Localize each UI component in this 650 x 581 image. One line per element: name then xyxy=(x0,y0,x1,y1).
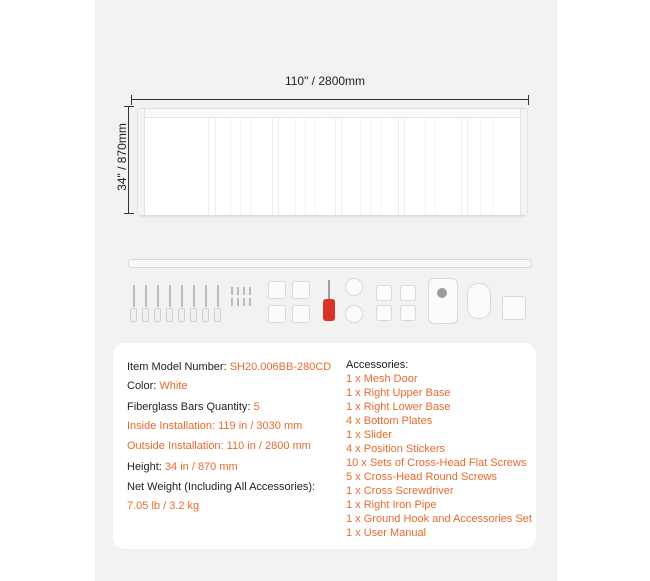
width-dimension-label: 110" / 2800mm xyxy=(284,74,366,88)
height-label: Height: xyxy=(127,461,165,473)
accessory-item: 1 x Right Lower Base xyxy=(346,401,451,413)
accessory-item: 4 x Position Stickers xyxy=(346,443,446,455)
height-value: 34 in / 870 mm xyxy=(164,461,238,473)
accessory-item: 5 x Cross-Head Round Screws xyxy=(346,471,498,483)
mesh-gate-image xyxy=(139,108,526,216)
accessory-item: 1 x Slider xyxy=(346,429,392,441)
accessory-item: 4 x Bottom Plates xyxy=(346,415,433,427)
color-value: White xyxy=(159,380,188,392)
accessory-item: 10 x Sets of Cross-Head Flat Screws xyxy=(346,457,527,469)
outside-installation: Outside Installation: 110 in / 2800 mm xyxy=(127,440,311,452)
width-dimension-line xyxy=(131,95,529,105)
accessory-item: 1 x Mesh Door xyxy=(346,373,418,385)
inside-installation: Inside Installation: 119 in / 3030 mm xyxy=(127,420,303,432)
height-dimension-label: 34" / 870mm xyxy=(115,123,129,191)
accessory-item: 1 x User Manual xyxy=(346,527,427,539)
model-number-label: Item Model Number: xyxy=(127,361,230,373)
accessory-item: 1 x Ground Hook and Accessories Set xyxy=(346,513,532,525)
bars-row xyxy=(127,401,260,413)
accessory-item: 1 x Right Iron Pipe xyxy=(346,499,437,511)
model-number-row xyxy=(127,361,331,373)
height-row xyxy=(127,461,238,473)
bars-label: Fiberglass Bars Quantity: xyxy=(127,401,254,413)
net-weight-value: 7.05 lb / 3.2 kg xyxy=(127,500,200,512)
iron-pipe-image xyxy=(128,259,532,268)
accessory-item: 1 x Right Upper Base xyxy=(346,387,451,399)
color-label: Color: xyxy=(127,380,160,392)
net-weight-label: Net Weight (Including All Accessories): xyxy=(127,481,316,493)
color-row xyxy=(127,380,188,392)
bars-value: 5 xyxy=(253,401,260,413)
accessories-title: Accessories: xyxy=(346,359,409,371)
model-number-value: SH20.006BB-280CD xyxy=(229,361,332,373)
accessory-item: 1 x Cross Screwdriver xyxy=(346,485,454,497)
